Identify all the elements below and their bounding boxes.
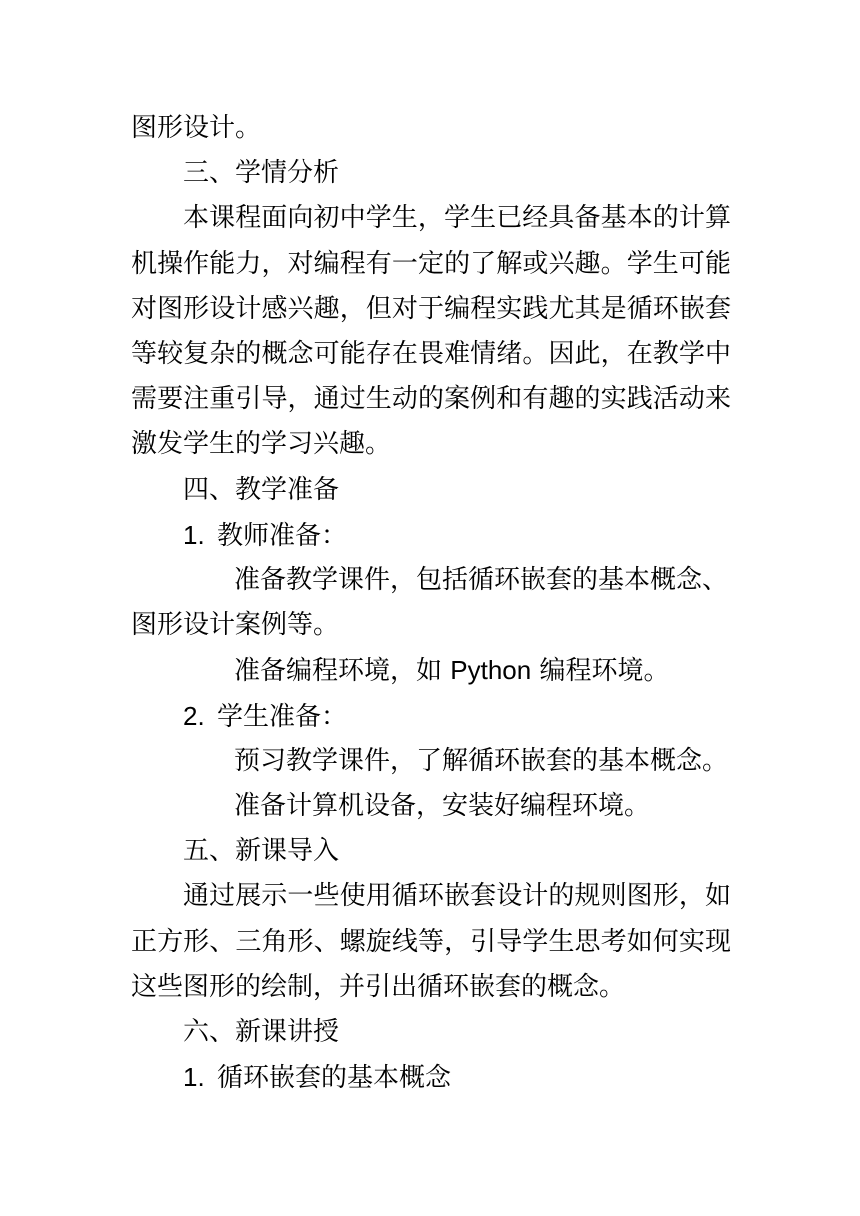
teacher-preparation-courseware: 准备教学课件，包括循环嵌套的基本概念、图形设计案例等。 bbox=[131, 564, 729, 641]
python-term: Python bbox=[450, 655, 532, 686]
continuation-text: 图形设计。 bbox=[131, 113, 262, 143]
section-heading-learner-analysis: 三、学情分析 bbox=[183, 158, 340, 189]
list-item-teacher-preparation bbox=[131, 513, 731, 558]
list-item-student-preparation bbox=[131, 694, 731, 739]
section-heading-lesson-introduction: 五、新课导入 bbox=[183, 836, 340, 867]
environment-text-before: 准备编程环境，如 bbox=[234, 656, 451, 687]
section-heading-new-lesson: 六、新课讲授 bbox=[183, 1016, 340, 1047]
student-preparation-equipment: 准备计算机设备，安装好编程环境。 bbox=[234, 790, 651, 821]
lesson-introduction-paragraph: 通过展示一些使用循环嵌套设计的规则图形，如正方形、三角形、螺旋线等，引导学生思考如何实现这些图形的绘制，并引出循环嵌套的概念。 bbox=[131, 881, 731, 1002]
section-heading-teaching-preparation: 四、教学准备 bbox=[183, 474, 340, 505]
teacher-preparation-environment bbox=[131, 648, 731, 693]
learner-analysis-paragraph: 本课程面向初中学生，学生已经具备基本的计算机操作能力，对编程有一定的了解或兴趣。学生可能对图形设计感兴趣，但对于编程实践尤其是循环嵌套等较复杂的概念可能存在畏难情绪。因此，在教学中需要注重引导，通过生动的案例和有趣的实践活动来激发学生的学习兴趣。 bbox=[131, 203, 731, 460]
environment-text-after: 编程环境。 bbox=[531, 656, 670, 687]
student-preparation-preview: 预习教学课件，了解循环嵌套的基本概念。 bbox=[234, 745, 729, 776]
list-number: 1. bbox=[183, 519, 205, 550]
list-item-label: 学生准备： bbox=[217, 701, 348, 732]
list-item-label: 教师准备： bbox=[217, 520, 348, 551]
list-number: 2. bbox=[183, 700, 205, 731]
document-body bbox=[131, 106, 731, 1100]
list-item-label: 循环嵌套的基本概念 bbox=[217, 1063, 452, 1094]
list-number: 1. bbox=[183, 1062, 205, 1093]
list-item-nested-loop-concept bbox=[131, 1055, 731, 1100]
